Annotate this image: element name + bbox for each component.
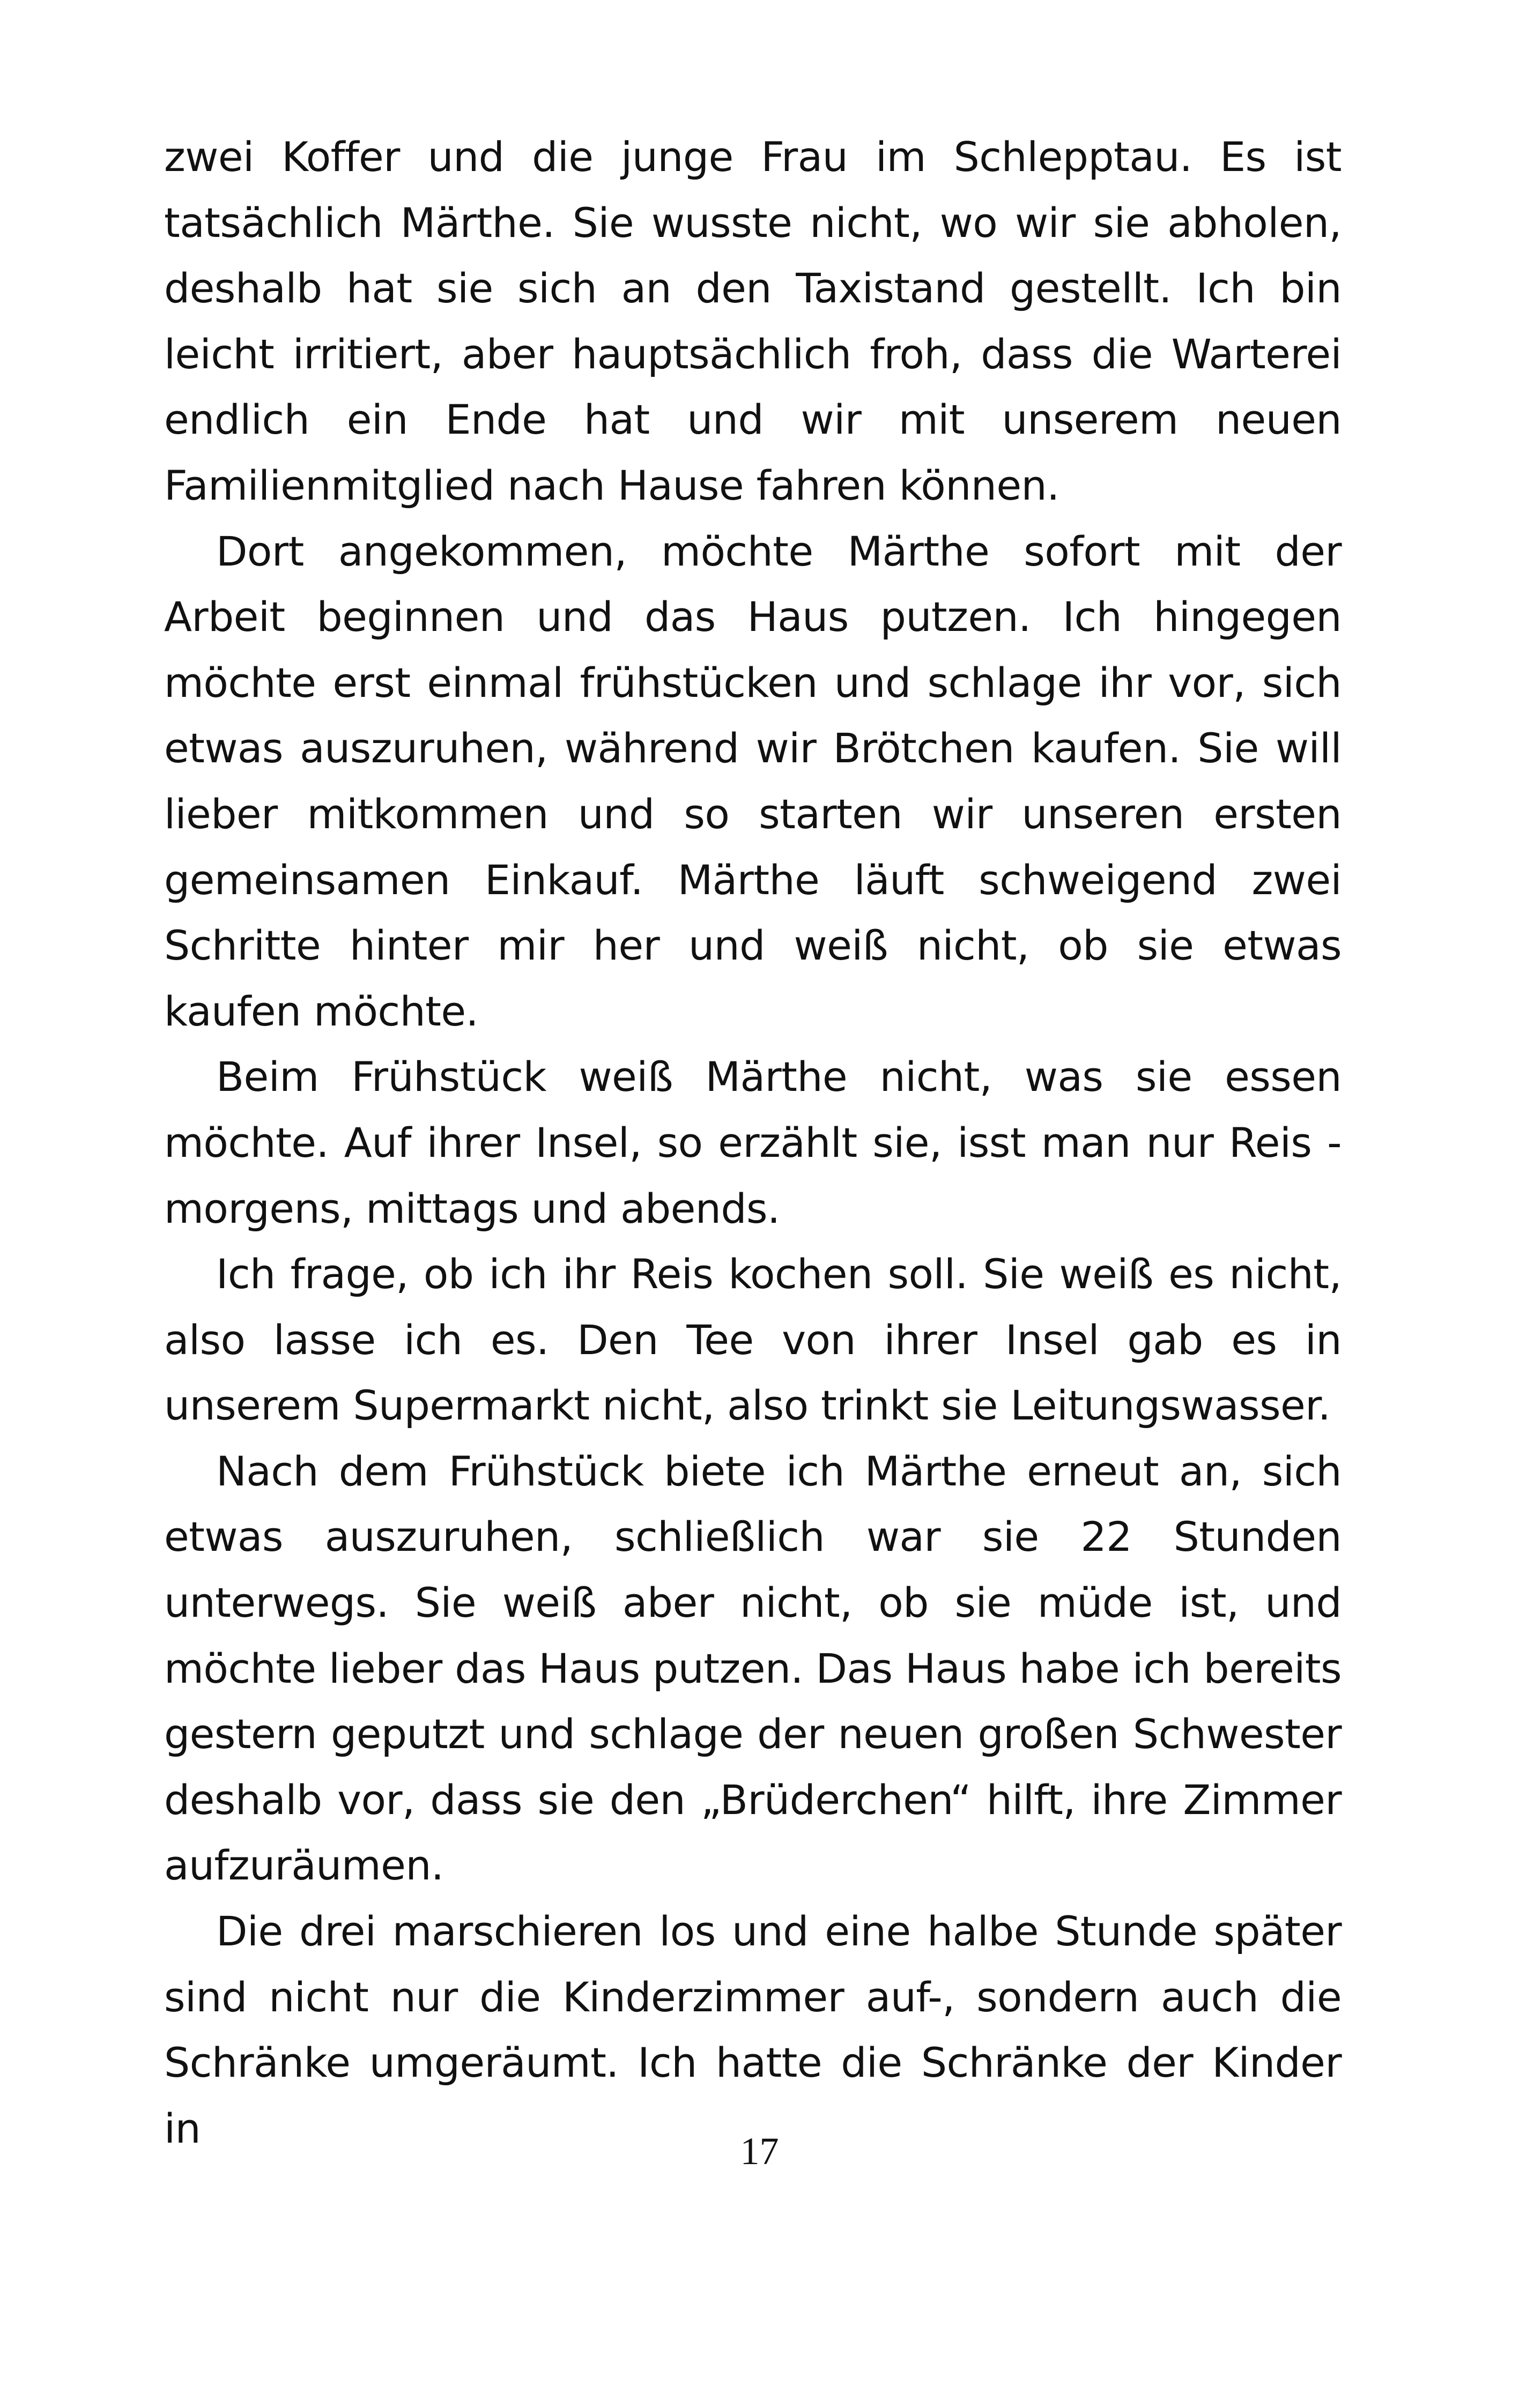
paragraph: Beim Frühstück weiß Märthe nicht, was sie essen möchte. Auf ihrer Insel, so erzählt sie, isst man nur Reis - morgens, mittags und abends. <box>164 1053 1342 1232</box>
paragraph: zwei Koffer und die junge Frau im Schlepptau. Es ist tatsächlich Märthe. Sie wusste nicht, wo wir sie abholen, deshalb hat sie sich an den Taxistand gestellt. Ich bin leicht irritiert, aber hauptsächlich froh, dass die Warterei endlich ein Ende hat und wir mit unserem neuen Familienmitglied nach Hause fahren können. <box>164 133 1342 509</box>
paragraph: Die drei marschieren los und eine halbe Stunde später sind nicht nur die Kinderzimmer auf-, sondern auch die Schränke umgeräumt. Ich hatte die Schränke der Kinder in <box>164 1907 1342 2152</box>
page-number: 17 <box>740 2130 779 2173</box>
paragraph: Nach dem Frühstück biete ich Märthe erneut an, sich etwas auszuruhen, schließlich war sie 22 Stunden unterwegs. Sie weiß aber nicht, ob sie müde ist, und möchte lieber das Haus putzen. Das Haus habe ich bereits gestern geputzt und schlage der neuen großen Schwester deshalb vor, dass sie den „Brüderchen“ hilft, ihre Zimmer aufzuräumen. <box>164 1447 1342 1890</box>
paragraph: Dort angekommen, möchte Märthe sofort mit der Arbeit beginnen und das Haus putzen. Ich hingegen möchte erst einmal frühstücken und schlage ihr vor, sich etwas auszuruhen, während wir Brötchen kaufen. Sie will lieber mitkommen und so starten wir unseren ersten gemeinsamen Einkauf. Märthe läuft schweigend zwei Schritte hinter mir her und weiß nicht, ob sie etwas kaufen möchte. <box>164 527 1342 1035</box>
paragraph: Ich frage, ob ich ihr Reis kochen soll. Sie weiß es nicht, also lasse ich es. Den Tee von ihrer Insel gab es in unserem Supermarkt nicht, also trinkt sie Leitungswasser. <box>164 1250 1342 1430</box>
body-text <box>164 124 1342 2161</box>
